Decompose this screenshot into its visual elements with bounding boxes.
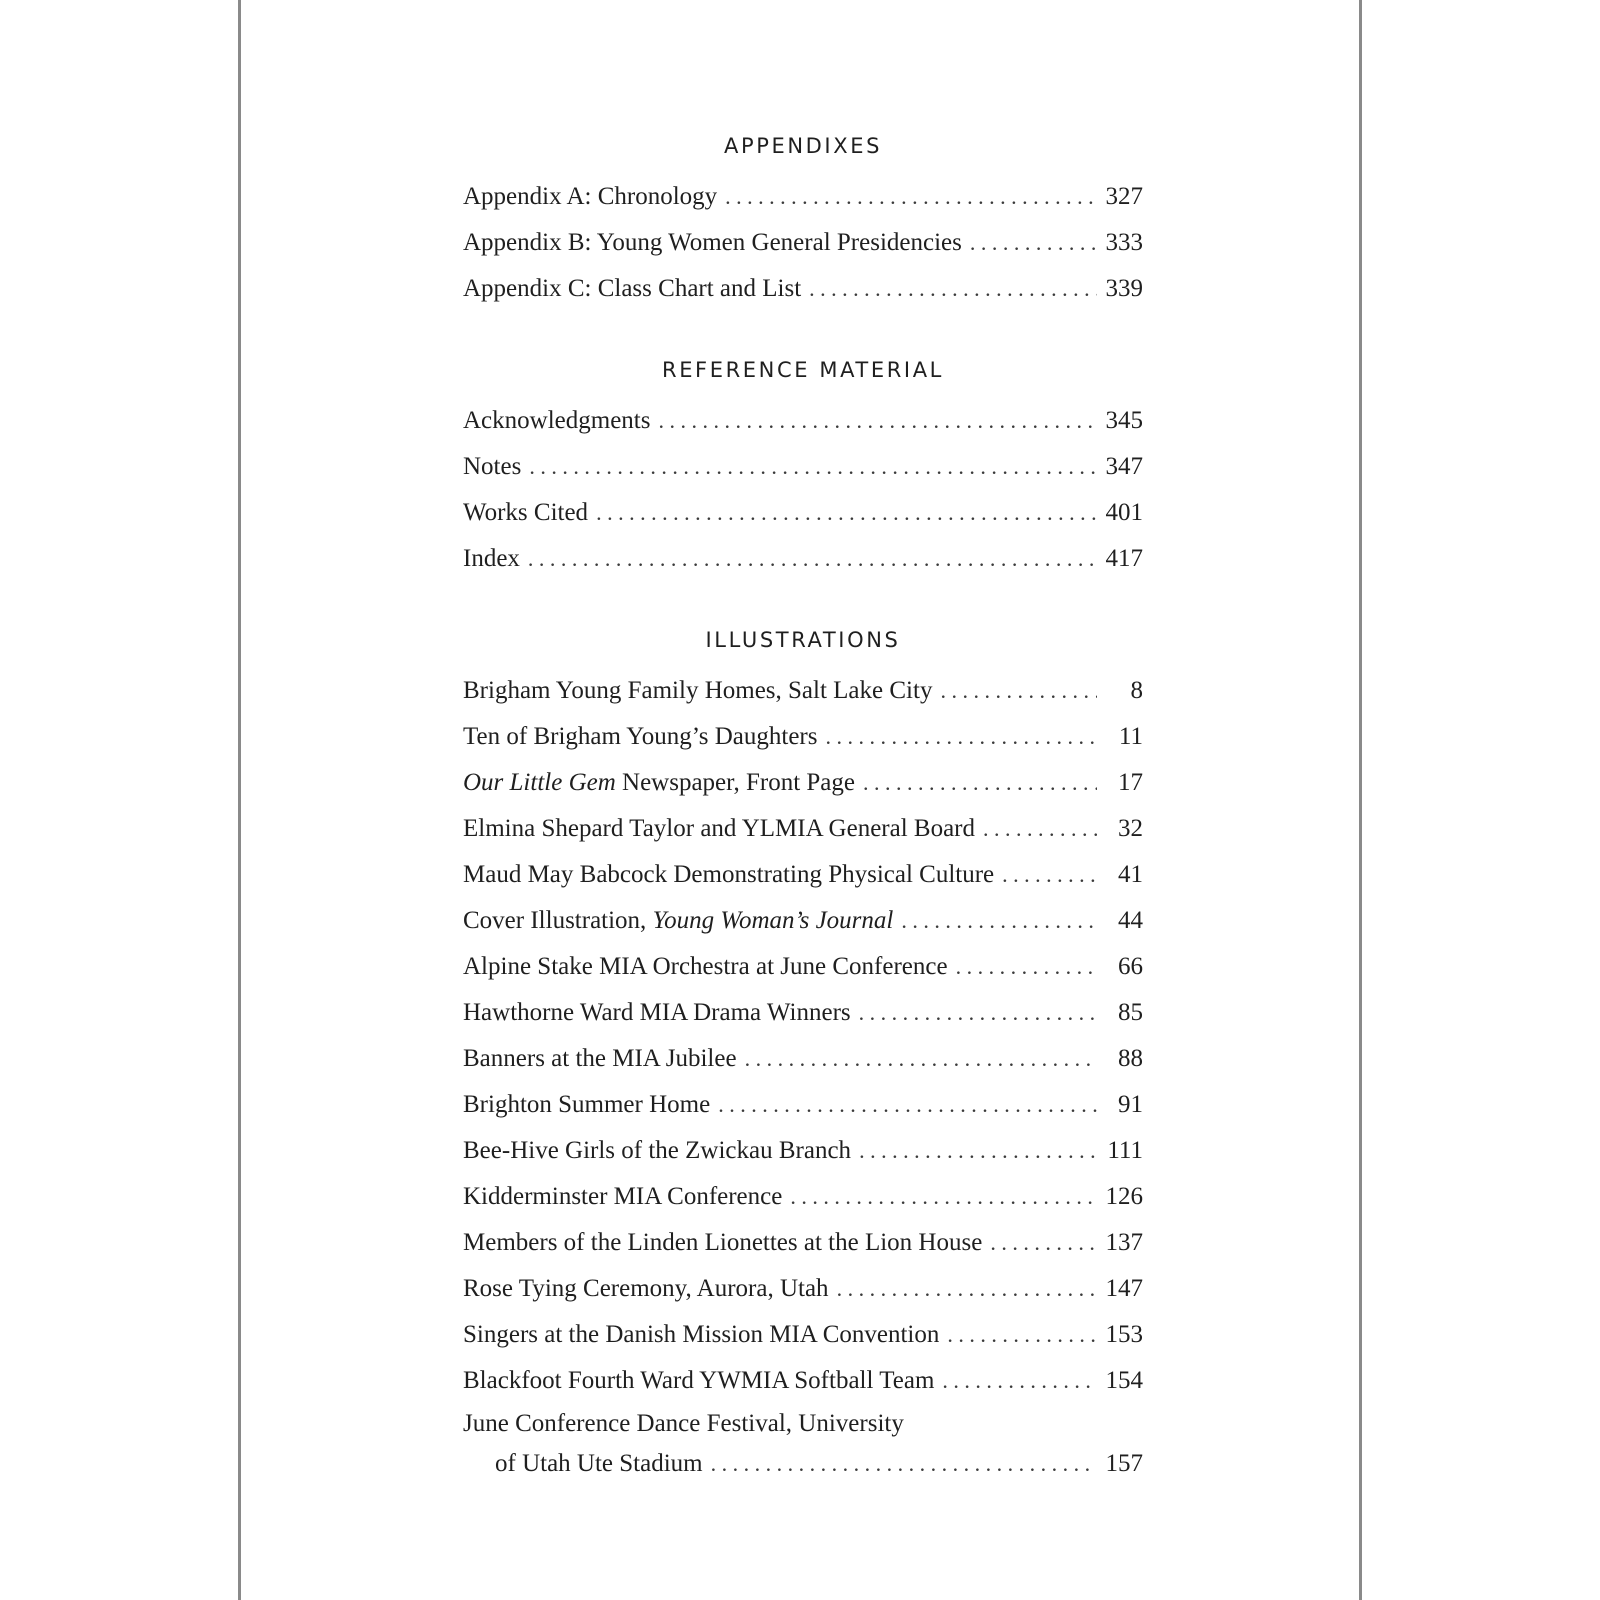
entry-title: Appendix A: Chronology (463, 183, 718, 210)
toc-entry[interactable] (463, 1358, 1143, 1404)
toc-entry[interactable] (463, 1220, 1143, 1266)
entry-title: Singers at the Danish Mission MIA Convention (463, 1321, 940, 1348)
dot-leader (956, 944, 1097, 990)
dot-leader (711, 1444, 1097, 1484)
entry-title-rest: Newspaper, Front Page (615, 769, 856, 796)
dot-leader (990, 1220, 1097, 1266)
toc-entry[interactable] (463, 944, 1143, 990)
dot-leader (596, 490, 1097, 536)
dot-leader (942, 1358, 1097, 1404)
entry-title-italic: Young Woman’s Journal (652, 907, 894, 934)
appendixes-list (463, 174, 1143, 312)
entry-page-number: 41 (1118, 861, 1143, 888)
toc-entry[interactable] (463, 990, 1143, 1036)
entry-page-number: 333 (1105, 229, 1143, 256)
entry-title: Elmina Shepard Taylor and YLMIA General Board (463, 815, 975, 842)
entry-page-number: 88 (1118, 1045, 1143, 1072)
dot-leader (859, 990, 1097, 1036)
entry-page-number: 17 (1118, 769, 1143, 796)
toc-entry[interactable] (463, 1174, 1143, 1220)
toc-entry[interactable] (463, 490, 1143, 536)
entry-page-number: 157 (1105, 1450, 1143, 1477)
entry-title: Notes (463, 453, 522, 480)
entry-title (463, 898, 893, 944)
entry-page-number: 85 (1118, 999, 1143, 1026)
dot-leader (1002, 852, 1097, 898)
toc-entry[interactable] (463, 714, 1143, 760)
dot-leader (725, 174, 1097, 220)
toc-entry[interactable] (463, 444, 1143, 490)
section-heading-reference-material: REFERENCE MATERIAL (662, 358, 944, 382)
entry-title: Members of the Linden Lionettes at the Lion House (463, 1229, 983, 1256)
entry-page-number: 154 (1105, 1367, 1143, 1394)
entry-title: Blackfoot Fourth Ward YWMIA Softball Team (463, 1367, 935, 1394)
toc-entry[interactable] (463, 1082, 1143, 1128)
toc-entry[interactable] (463, 898, 1143, 944)
entry-title: Brighton Summer Home (463, 1091, 711, 1118)
toc-entry[interactable] (463, 398, 1143, 444)
toc-entry[interactable] (463, 1128, 1143, 1174)
dot-leader (947, 1312, 1097, 1358)
dot-leader (745, 1036, 1097, 1082)
dot-leader (970, 220, 1097, 266)
dot-leader (863, 760, 1097, 806)
entry-title: Alpine Stake MIA Orchestra at June Conference (463, 953, 948, 980)
entry-page-number: 111 (1107, 1137, 1143, 1164)
section-heading-appendixes: APPENDIXES (723, 134, 883, 158)
entry-page-number: 327 (1105, 183, 1143, 210)
entry-title: Index (463, 545, 520, 572)
toc-entry[interactable] (463, 852, 1143, 898)
toc-entry[interactable] (463, 668, 1143, 714)
dot-leader (837, 1266, 1097, 1312)
entry-page-number: 91 (1118, 1091, 1143, 1118)
entry-page-number: 401 (1105, 499, 1143, 526)
entry-page-number: 339 (1105, 275, 1143, 302)
entry-title: Bee-Hive Girls of the Zwickau Branch (463, 1137, 852, 1164)
table-of-contents (463, 128, 1143, 1484)
toc-entry[interactable] (463, 1266, 1143, 1312)
entry-page-number: 147 (1105, 1275, 1143, 1302)
book-page (238, 0, 1362, 1600)
entry-title: Kidderminster MIA Conference (463, 1183, 783, 1210)
entry-title: Hawthorne Ward MIA Drama Winners (463, 999, 851, 1026)
entry-title: Brigham Young Family Homes, Salt Lake City (463, 677, 933, 704)
toc-entry[interactable] (463, 174, 1143, 220)
dot-leader (983, 806, 1097, 852)
dot-leader (790, 1174, 1097, 1220)
dot-leader (529, 444, 1097, 490)
dot-leader (658, 398, 1097, 444)
entry-page-number: 11 (1118, 723, 1143, 750)
entry-title-line2: of Utah Ute Stadium (495, 1450, 703, 1477)
section-heading-illustrations: ILLUSTRATIONS (705, 628, 901, 652)
entry-title: Appendix B: Young Women General Presidencies (463, 229, 962, 256)
entry-title (463, 760, 855, 806)
reference-material-list (463, 398, 1143, 582)
toc-entry[interactable] (463, 806, 1143, 852)
entry-title: Banners at the MIA Jubilee (463, 1045, 737, 1072)
entry-page-number: 32 (1118, 815, 1143, 842)
dot-leader (859, 1128, 1097, 1174)
entry-page-number: 137 (1105, 1229, 1143, 1256)
entry-title: Acknowledgments (463, 407, 651, 434)
entry-title: Rose Tying Ceremony, Aurora, Utah (463, 1275, 829, 1302)
toc-entry[interactable] (463, 760, 1143, 806)
entry-title: Works Cited (463, 499, 589, 526)
entry-page-number: 126 (1105, 1183, 1143, 1210)
entry-title-plain: Cover Illustration, (463, 907, 653, 934)
entry-page-number: 153 (1105, 1321, 1143, 1348)
dot-leader (809, 266, 1097, 312)
toc-entry[interactable] (463, 1312, 1143, 1358)
entry-page-number: 66 (1118, 953, 1143, 980)
entry-title: Appendix C: Class Chart and List (463, 275, 802, 302)
entry-page-number: 8 (1130, 677, 1143, 704)
illustrations-list (463, 668, 1143, 1484)
toc-entry[interactable] (463, 536, 1143, 582)
dot-leader (825, 714, 1097, 760)
entry-title: Maud May Babcock Demonstrating Physical Culture (463, 861, 995, 888)
entry-page-number: 347 (1105, 453, 1143, 480)
toc-entry[interactable] (463, 220, 1143, 266)
dot-leader (528, 536, 1097, 582)
dot-leader (901, 898, 1097, 944)
toc-entry[interactable] (463, 1404, 1143, 1484)
entry-page-number: 417 (1105, 545, 1143, 572)
toc-entry[interactable] (463, 266, 1143, 312)
toc-entry[interactable] (463, 1036, 1143, 1082)
entry-page-number: 44 (1118, 907, 1143, 934)
entry-title-italic: Our Little Gem (463, 769, 616, 796)
entry-page-number: 345 (1105, 407, 1143, 434)
entry-title-line1: June Conference Dance Festival, University (463, 1410, 904, 1437)
dot-leader (940, 668, 1097, 714)
dot-leader (718, 1082, 1097, 1128)
entry-title: Ten of Brigham Young’s Daughters (463, 723, 818, 750)
